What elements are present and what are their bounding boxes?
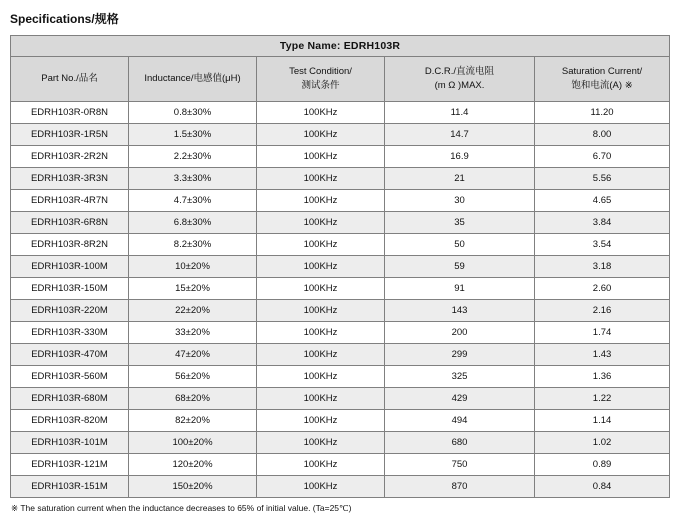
cell-saturation-current: 4.65: [535, 190, 670, 212]
cell-saturation-current: 8.00: [535, 124, 670, 146]
column-header-inductance: [129, 57, 257, 102]
cell-part-no: EDRH103R-4R7N: [11, 190, 129, 212]
cell-test-condition: 100KHz: [257, 476, 385, 498]
cell-inductance: 150±20%: [129, 476, 257, 498]
cell-inductance: 82±20%: [129, 410, 257, 432]
table-row: [11, 476, 670, 498]
table-row: [11, 234, 670, 256]
cell-part-no: EDRH103R-1R5N: [11, 124, 129, 146]
cell-dcr: 680: [385, 432, 535, 454]
cell-dcr: 14.7: [385, 124, 535, 146]
cell-test-condition: 100KHz: [257, 124, 385, 146]
table-title: Type Name: EDRH103R: [11, 36, 670, 57]
cell-inductance: 10±20%: [129, 256, 257, 278]
table-row: [11, 344, 670, 366]
table-row: [11, 146, 670, 168]
cell-part-no: EDRH103R-680M: [11, 388, 129, 410]
cell-test-condition: 100KHz: [257, 234, 385, 256]
table-row: [11, 278, 670, 300]
cell-test-condition: 100KHz: [257, 366, 385, 388]
cell-test-condition: 100KHz: [257, 344, 385, 366]
cell-part-no: EDRH103R-220M: [11, 300, 129, 322]
table-row: [11, 124, 670, 146]
cell-saturation-current: 2.60: [535, 278, 670, 300]
cell-part-no: EDRH103R-150M: [11, 278, 129, 300]
cell-dcr: 11.4: [385, 102, 535, 124]
cell-inductance: 0.8±30%: [129, 102, 257, 124]
cell-test-condition: 100KHz: [257, 212, 385, 234]
cell-inductance: 56±20%: [129, 366, 257, 388]
cell-inductance: 6.8±30%: [129, 212, 257, 234]
cell-saturation-current: 0.89: [535, 454, 670, 476]
column-header-dcr-line1: D.C.R./直流电阻: [424, 66, 495, 77]
cell-saturation-current: 5.56: [535, 168, 670, 190]
column-header-inductance-line1: Inductance/电感值(μH): [144, 73, 241, 84]
page-title: Specifications/规格: [10, 12, 119, 26]
table-row: [11, 300, 670, 322]
cell-inductance: 4.7±30%: [129, 190, 257, 212]
column-header-saturation-current-line2: 饱和电流(A) ※: [571, 80, 633, 91]
table-row: [11, 388, 670, 410]
cell-saturation-current: 11.20: [535, 102, 670, 124]
column-header-test-condition-line2: 测试条件: [301, 80, 340, 91]
cell-part-no: EDRH103R-560M: [11, 366, 129, 388]
cell-test-condition: 100KHz: [257, 256, 385, 278]
cell-part-no: EDRH103R-330M: [11, 322, 129, 344]
cell-inductance: 68±20%: [129, 388, 257, 410]
cell-inductance: 15±20%: [129, 278, 257, 300]
cell-dcr: 91: [385, 278, 535, 300]
cell-test-condition: 100KHz: [257, 190, 385, 212]
cell-test-condition: 100KHz: [257, 432, 385, 454]
cell-dcr: 143: [385, 300, 535, 322]
cell-inductance: 100±20%: [129, 432, 257, 454]
cell-part-no: EDRH103R-6R8N: [11, 212, 129, 234]
column-header-test-condition: [257, 57, 385, 102]
cell-inductance: 47±20%: [129, 344, 257, 366]
specifications-table: [10, 35, 670, 498]
cell-dcr: 21: [385, 168, 535, 190]
table-row: [11, 212, 670, 234]
cell-test-condition: 100KHz: [257, 300, 385, 322]
table-row: [11, 168, 670, 190]
cell-part-no: EDRH103R-121M: [11, 454, 129, 476]
cell-saturation-current: 6.70: [535, 146, 670, 168]
cell-saturation-current: 1.43: [535, 344, 670, 366]
cell-test-condition: 100KHz: [257, 102, 385, 124]
cell-part-no: EDRH103R-101M: [11, 432, 129, 454]
cell-test-condition: 100KHz: [257, 278, 385, 300]
cell-saturation-current: 1.36: [535, 366, 670, 388]
cell-saturation-current: 3.54: [535, 234, 670, 256]
cell-test-condition: 100KHz: [257, 146, 385, 168]
cell-dcr: 870: [385, 476, 535, 498]
cell-part-no: EDRH103R-0R8N: [11, 102, 129, 124]
cell-part-no: EDRH103R-2R2N: [11, 146, 129, 168]
cell-dcr: 30: [385, 190, 535, 212]
cell-inductance: 1.5±30%: [129, 124, 257, 146]
cell-inductance: 33±20%: [129, 322, 257, 344]
table-row: [11, 366, 670, 388]
cell-test-condition: 100KHz: [257, 388, 385, 410]
cell-dcr: 429: [385, 388, 535, 410]
column-header-dcr-line2: (m Ω )MAX.: [434, 80, 485, 91]
cell-saturation-current: 1.14: [535, 410, 670, 432]
cell-test-condition: 100KHz: [257, 322, 385, 344]
column-header-part-no-line1: Part No./品名: [41, 73, 98, 84]
cell-inductance: 8.2±30%: [129, 234, 257, 256]
table-row: [11, 102, 670, 124]
cell-test-condition: 100KHz: [257, 454, 385, 476]
cell-dcr: 200: [385, 322, 535, 344]
table-body: [11, 36, 670, 498]
cell-saturation-current: 0.84: [535, 476, 670, 498]
table-row: [11, 410, 670, 432]
table-title-row: [11, 36, 670, 57]
column-header-part-no: [11, 57, 129, 102]
footnote: ※ The saturation current when the inductance decreases to 65% of initial value. (Ta=25℃): [11, 503, 352, 513]
cell-inductance: 120±20%: [129, 454, 257, 476]
cell-part-no: EDRH103R-8R2N: [11, 234, 129, 256]
cell-dcr: 325: [385, 366, 535, 388]
cell-inductance: 22±20%: [129, 300, 257, 322]
table-row: [11, 190, 670, 212]
cell-saturation-current: 3.84: [535, 212, 670, 234]
table-row: [11, 432, 670, 454]
table-row: [11, 256, 670, 278]
cell-saturation-current: 2.16: [535, 300, 670, 322]
cell-dcr: 35: [385, 212, 535, 234]
cell-saturation-current: 1.02: [535, 432, 670, 454]
cell-dcr: 59: [385, 256, 535, 278]
cell-test-condition: 100KHz: [257, 168, 385, 190]
table-header-row: [11, 57, 670, 102]
cell-part-no: EDRH103R-470M: [11, 344, 129, 366]
cell-inductance: 3.3±30%: [129, 168, 257, 190]
cell-part-no: EDRH103R-151M: [11, 476, 129, 498]
cell-dcr: 494: [385, 410, 535, 432]
table-row: [11, 322, 670, 344]
cell-part-no: EDRH103R-100M: [11, 256, 129, 278]
column-header-saturation-current: [535, 57, 670, 102]
cell-test-condition: 100KHz: [257, 410, 385, 432]
cell-dcr: 16.9: [385, 146, 535, 168]
table-row: [11, 454, 670, 476]
cell-part-no: EDRH103R-820M: [11, 410, 129, 432]
cell-inductance: 2.2±30%: [129, 146, 257, 168]
cell-saturation-current: 1.74: [535, 322, 670, 344]
cell-saturation-current: 1.22: [535, 388, 670, 410]
column-header-test-condition-line1: Test Condition/: [289, 66, 352, 77]
cell-dcr: 750: [385, 454, 535, 476]
column-header-dcr: [385, 57, 535, 102]
cell-part-no: EDRH103R-3R3N: [11, 168, 129, 190]
cell-dcr: 50: [385, 234, 535, 256]
cell-saturation-current: 3.18: [535, 256, 670, 278]
column-header-saturation-current-line1: Saturation Current/: [561, 66, 643, 77]
cell-dcr: 299: [385, 344, 535, 366]
